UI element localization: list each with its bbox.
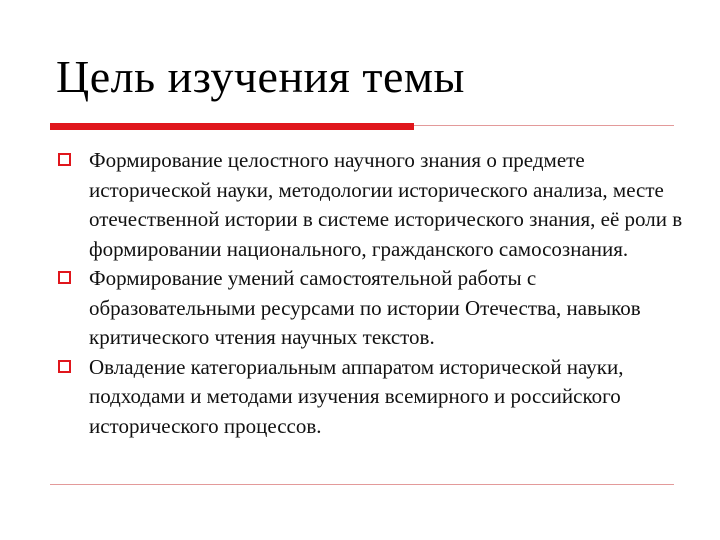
bullet-text: Формирование умений самостоятельной работы с образовательными ресурсами по истории Отечества, навыков критического чтения научных текстов. [89,266,641,349]
bullet-item [56,146,686,264]
bullet-item [56,353,686,442]
hollow-square-bullet-icon [58,360,71,373]
footer-divider [50,484,674,485]
bullet-item [56,264,686,353]
slide-title: Цель изучения темы [56,51,465,102]
bullet-list [56,146,686,441]
hollow-square-bullet-icon [58,271,71,284]
bullet-text: Овладение категориальным аппаратом исторической науки, подходами и методами изучения всемирного и российского исторического процессов. [89,354,624,438]
title-divider-accent [50,123,414,130]
bullet-text: Формирование целостного научного знания о предмете исторической науки, методологии исторического анализа, месте отечественной истории в системе исторического знания, её роли в формировании национального, гражданского самосознания. [89,148,683,261]
hollow-square-bullet-icon [58,153,71,166]
